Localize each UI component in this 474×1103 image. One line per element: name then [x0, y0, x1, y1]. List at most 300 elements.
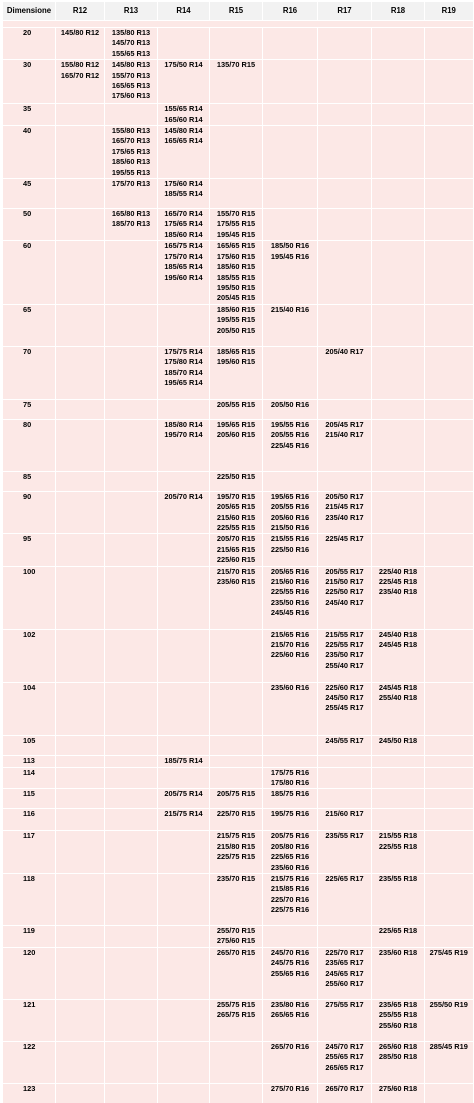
size-cell [372, 534, 425, 566]
size-cell [263, 1083, 318, 1103]
size-cell [56, 831, 105, 874]
size-cell [425, 789, 473, 809]
size-cell [425, 926, 473, 948]
size-cell [158, 682, 210, 735]
table-row [3, 767, 473, 789]
tire-size: 205/50 R16 [264, 400, 316, 410]
tire-size: 205/55 R16 [264, 502, 316, 512]
size-cell [318, 28, 372, 60]
dimension-cell: 70 [3, 346, 56, 399]
size-cell [56, 999, 105, 1041]
size-cell [105, 831, 158, 874]
size-cell [56, 767, 105, 789]
tire-size: 215/60 R16 [264, 577, 316, 587]
tire-size: 185/50 R16 [264, 241, 316, 251]
size-cell [56, 789, 105, 809]
size-cell [263, 209, 318, 241]
table-row [3, 126, 473, 179]
tire-size: 275/60 R15 [211, 936, 261, 946]
tire-size: 215/70 R16 [264, 640, 316, 650]
col-header-r18: R18 [372, 2, 425, 21]
size-cell [318, 491, 372, 534]
tire-size: 245/50 R18 [373, 736, 423, 746]
size-cell [158, 241, 210, 304]
size-cell [56, 1041, 105, 1083]
size-cell [210, 682, 263, 735]
tire-size: 255/40 R18 [373, 693, 423, 703]
tire-size: 165/70 R14 [159, 209, 208, 219]
size-cell [263, 735, 318, 755]
size-cell [263, 241, 318, 304]
tire-size: 245/55 R17 [319, 736, 370, 746]
tire-size: 175/75 R16 [264, 768, 316, 778]
size-cell [372, 809, 425, 831]
tire-size: 175/60 R15 [211, 252, 261, 262]
size-cell [318, 947, 372, 999]
dimension-cell: 90 [3, 491, 56, 534]
size-cell [210, 491, 263, 534]
size-cell [263, 999, 318, 1041]
tire-size: 225/65 R17 [319, 874, 370, 884]
size-cell [372, 60, 425, 104]
col-header-r15: R15 [210, 2, 263, 21]
tire-size: 225/70 R15 [211, 809, 261, 819]
tire-size: 215/40 R16 [264, 305, 316, 315]
dimension-cell: 115 [3, 789, 56, 809]
size-cell [372, 104, 425, 126]
tire-size: 175/65 R13 [106, 147, 156, 157]
dimension-cell: 120 [3, 947, 56, 999]
tire-size: 215/70 R15 [211, 567, 261, 577]
size-cell [425, 755, 473, 767]
size-cell [158, 831, 210, 874]
tire-size: 205/80 R16 [264, 842, 316, 852]
tire-size: 155/70 R15 [211, 209, 261, 219]
size-cell [210, 1041, 263, 1083]
size-cell [372, 491, 425, 534]
size-cell [56, 60, 105, 104]
table-row [3, 947, 473, 999]
size-cell [158, 809, 210, 831]
table-row [3, 629, 473, 682]
size-cell [210, 755, 263, 767]
tire-size: 255/40 R17 [319, 661, 370, 671]
size-cell [158, 491, 210, 534]
table-row [3, 60, 473, 104]
tire-size: 205/40 R17 [319, 347, 370, 357]
size-cell [105, 1083, 158, 1103]
tire-size: 225/50 R15 [211, 472, 261, 482]
size-cell [425, 28, 473, 60]
size-cell [210, 126, 263, 179]
size-cell [105, 104, 158, 126]
size-cell [372, 926, 425, 948]
tire-size: 245/40 R18 [373, 630, 423, 640]
tire-size: 235/65 R17 [319, 958, 370, 968]
size-cell [105, 126, 158, 179]
size-cell [210, 735, 263, 755]
size-cell [158, 999, 210, 1041]
tire-size: 205/70 R15 [211, 534, 261, 544]
size-cell [263, 767, 318, 789]
size-cell [210, 104, 263, 126]
size-cell [158, 926, 210, 948]
size-cell [425, 209, 473, 241]
size-cell [425, 491, 473, 534]
size-cell [318, 1083, 372, 1103]
size-cell [56, 926, 105, 948]
size-cell [425, 682, 473, 735]
size-cell [318, 126, 372, 179]
tire-size: 255/65 R17 [319, 1052, 370, 1062]
tire-size: 265/70 R15 [211, 948, 261, 958]
tire-size: 205/65 R15 [211, 502, 261, 512]
tire-size: 205/50 R17 [319, 492, 370, 502]
tire-size: 275/60 R18 [373, 1084, 423, 1094]
size-cell [425, 304, 473, 346]
size-cell [105, 241, 158, 304]
size-cell [425, 629, 473, 682]
size-cell [372, 28, 425, 60]
tire-size: 195/70 R14 [159, 430, 208, 440]
size-cell [425, 874, 473, 926]
size-cell [318, 789, 372, 809]
tire-size: 195/75 R16 [264, 809, 316, 819]
size-cell [56, 304, 105, 346]
size-cell [105, 809, 158, 831]
size-cell [263, 28, 318, 60]
size-cell [56, 346, 105, 399]
size-cell [158, 1041, 210, 1083]
size-cell [425, 1083, 473, 1103]
tire-size: 225/60 R15 [211, 555, 261, 565]
size-cell [56, 1083, 105, 1103]
size-cell [318, 399, 372, 419]
tire-size: 235/70 R15 [211, 874, 261, 884]
tire-size: 175/65 R14 [159, 219, 208, 229]
size-cell [425, 399, 473, 419]
tire-size: 225/60 R16 [264, 650, 316, 660]
col-header-r16: R16 [263, 2, 318, 21]
size-cell [425, 179, 473, 209]
tire-size: 255/75 R15 [211, 1000, 261, 1010]
dimension-cell: 95 [3, 534, 56, 566]
tire-size: 285/45 R19 [426, 1042, 472, 1052]
tire-size: 235/65 R18 [373, 1000, 423, 1010]
tire-size: 205/50 R15 [211, 326, 261, 336]
size-cell [372, 789, 425, 809]
tire-size: 235/60 R16 [264, 863, 316, 873]
size-cell [158, 735, 210, 755]
tire-size: 255/65 R16 [264, 969, 316, 979]
size-cell [158, 419, 210, 471]
tire-size-table [2, 2, 473, 1103]
tire-size: 185/60 R14 [159, 230, 208, 240]
tire-size: 155/65 R14 [159, 104, 208, 114]
size-cell [318, 179, 372, 209]
size-cell [56, 104, 105, 126]
size-cell [263, 491, 318, 534]
tire-size: 245/45 R18 [373, 640, 423, 650]
table-row [3, 419, 473, 471]
dimension-cell: 60 [3, 241, 56, 304]
tire-size: 175/75 R14 [159, 347, 208, 357]
size-cell [158, 1083, 210, 1103]
tire-size: 155/65 R13 [106, 49, 156, 59]
tire-size: 175/60 R13 [106, 91, 156, 101]
tire-size: 215/75 R16 [264, 874, 316, 884]
size-cell [105, 534, 158, 566]
tire-size: 245/70 R16 [264, 948, 316, 958]
tire-size: 225/55 R17 [319, 640, 370, 650]
table-row [3, 304, 473, 346]
tire-size: 245/70 R17 [319, 1042, 370, 1052]
dimension-cell: 30 [3, 60, 56, 104]
size-cell [425, 419, 473, 471]
tire-size: 235/50 R17 [319, 650, 370, 660]
table-row [3, 491, 473, 534]
size-cell [263, 926, 318, 948]
col-header-dimension: Dimensione [3, 2, 56, 21]
tire-size: 195/65 R15 [211, 420, 261, 430]
size-cell [318, 346, 372, 399]
table-row [3, 682, 473, 735]
size-cell [372, 874, 425, 926]
table-row [3, 179, 473, 209]
table-row [3, 399, 473, 419]
tire-size: 235/40 R18 [373, 587, 423, 597]
size-cell [372, 209, 425, 241]
size-cell [56, 874, 105, 926]
tire-size: 165/65 R13 [106, 81, 156, 91]
size-cell [318, 1041, 372, 1083]
dimension-cell: 35 [3, 104, 56, 126]
tire-size: 265/70 R16 [264, 1042, 316, 1052]
size-cell [425, 831, 473, 874]
tire-size: 195/70 R15 [211, 492, 261, 502]
size-cell [56, 179, 105, 209]
tire-size: 225/55 R18 [373, 842, 423, 852]
tire-size: 195/45 R15 [211, 230, 261, 240]
dimension-cell: 119 [3, 926, 56, 948]
size-cell [158, 60, 210, 104]
tire-size: 145/80 R12 [57, 28, 103, 38]
size-cell [263, 419, 318, 471]
size-cell [263, 809, 318, 831]
size-cell [210, 346, 263, 399]
tire-size: 265/65 R17 [319, 1063, 370, 1073]
size-cell [105, 471, 158, 491]
table-row [3, 926, 473, 948]
size-cell [318, 60, 372, 104]
tire-size: 215/65 R15 [211, 545, 261, 555]
size-cell [210, 179, 263, 209]
size-cell [56, 28, 105, 60]
tire-size: 225/45 R16 [264, 441, 316, 451]
size-cell [425, 241, 473, 304]
size-cell [56, 209, 105, 241]
tire-size: 205/70 R14 [159, 492, 208, 502]
size-cell [263, 755, 318, 767]
tire-size: 215/55 R16 [264, 534, 316, 544]
size-cell [318, 809, 372, 831]
size-cell [318, 304, 372, 346]
size-cell [210, 534, 263, 566]
size-cell [318, 831, 372, 874]
tire-size: 255/70 R15 [211, 926, 261, 936]
tire-size: 205/75 R15 [211, 789, 261, 799]
size-cell [105, 28, 158, 60]
tire-size: 245/45 R16 [264, 608, 316, 618]
size-cell [158, 346, 210, 399]
table-row [3, 209, 473, 241]
size-cell [318, 767, 372, 789]
tire-size: 205/55 R16 [264, 430, 316, 440]
size-cell [263, 1041, 318, 1083]
size-cell [372, 1041, 425, 1083]
size-cell [372, 947, 425, 999]
col-header-r17: R17 [318, 2, 372, 21]
size-cell [158, 534, 210, 566]
size-cell [372, 241, 425, 304]
dimension-cell: 50 [3, 209, 56, 241]
dimension-cell: 104 [3, 682, 56, 735]
size-cell [105, 755, 158, 767]
size-cell [263, 104, 318, 126]
tire-size: 275/55 R17 [319, 1000, 370, 1010]
size-cell [318, 209, 372, 241]
tire-size: 205/55 R15 [211, 400, 261, 410]
size-cell [158, 874, 210, 926]
tire-size: 155/80 R13 [106, 126, 156, 136]
size-cell [210, 789, 263, 809]
tire-size: 215/75 R15 [211, 831, 261, 841]
size-cell [425, 60, 473, 104]
size-cell [158, 399, 210, 419]
size-cell [158, 789, 210, 809]
table-row [3, 1041, 473, 1083]
size-cell [263, 126, 318, 179]
tire-size: 165/75 R14 [159, 241, 208, 251]
size-cell [210, 999, 263, 1041]
size-cell [372, 767, 425, 789]
tire-size: 195/45 R16 [264, 252, 316, 262]
size-cell [263, 831, 318, 874]
tire-size: 265/75 R15 [211, 1010, 261, 1020]
size-cell [263, 874, 318, 926]
size-cell [263, 566, 318, 629]
size-cell [372, 126, 425, 179]
size-cell [210, 399, 263, 419]
size-cell [318, 566, 372, 629]
size-cell [425, 126, 473, 179]
table-row [3, 1083, 473, 1103]
tire-size: 195/55 R16 [264, 420, 316, 430]
tire-size: 185/75 R16 [264, 789, 316, 799]
table-row [3, 831, 473, 874]
table-row [3, 999, 473, 1041]
tire-size: 185/70 R14 [159, 368, 208, 378]
size-cell [105, 767, 158, 789]
size-cell [263, 304, 318, 346]
dimension-cell: 40 [3, 126, 56, 179]
col-header-r19: R19 [425, 2, 473, 21]
dimension-cell: 20 [3, 28, 56, 60]
tire-size: 235/60 R16 [264, 683, 316, 693]
size-cell [210, 809, 263, 831]
tire-size: 225/75 R15 [211, 852, 261, 862]
tire-size: 135/80 R13 [106, 28, 156, 38]
size-cell [56, 419, 105, 471]
size-cell [210, 831, 263, 874]
tire-size: 185/55 R14 [159, 189, 208, 199]
tire-size: 255/60 R17 [319, 979, 370, 989]
size-cell [105, 209, 158, 241]
col-header-r13: R13 [105, 2, 158, 21]
dimension-cell: 105 [3, 735, 56, 755]
tire-size: 215/85 R16 [264, 884, 316, 894]
dimension-cell: 114 [3, 767, 56, 789]
tire-size: 175/50 R14 [159, 60, 208, 70]
tire-size: 225/45 R17 [319, 534, 370, 544]
size-cell [318, 419, 372, 471]
tire-size: 225/45 R18 [373, 577, 423, 587]
tire-size: 165/70 R13 [106, 136, 156, 146]
size-cell [56, 735, 105, 755]
tire-size: 215/80 R15 [211, 842, 261, 852]
size-cell [263, 534, 318, 566]
size-cell [263, 60, 318, 104]
size-cell [210, 566, 263, 629]
dimension-cell: 102 [3, 629, 56, 682]
size-cell [210, 767, 263, 789]
size-cell [210, 471, 263, 491]
size-cell [210, 419, 263, 471]
size-cell [263, 789, 318, 809]
dimension-cell: 80 [3, 419, 56, 471]
size-cell [372, 471, 425, 491]
size-cell [263, 629, 318, 682]
tire-size: 185/65 R14 [159, 262, 208, 272]
table-row [3, 874, 473, 926]
size-cell [318, 241, 372, 304]
tire-size: 175/70 R13 [106, 179, 156, 189]
tire-size: 175/55 R15 [211, 219, 261, 229]
tire-size: 255/45 R17 [319, 703, 370, 713]
tire-size: 225/50 R16 [264, 545, 316, 555]
size-cell [105, 947, 158, 999]
dimension-cell: 117 [3, 831, 56, 874]
tire-size: 165/65 R14 [159, 136, 208, 146]
tire-size: 265/70 R17 [319, 1084, 370, 1094]
tire-size: 205/65 R16 [264, 567, 316, 577]
size-cell [372, 566, 425, 629]
size-cell [263, 179, 318, 209]
size-cell [425, 735, 473, 755]
tire-size: 185/75 R14 [159, 756, 208, 766]
size-cell [318, 735, 372, 755]
size-cell [105, 1041, 158, 1083]
tire-size: 265/60 R18 [373, 1042, 423, 1052]
size-cell [56, 629, 105, 682]
tire-size: 245/40 R17 [319, 598, 370, 608]
size-cell [56, 947, 105, 999]
tire-size: 285/50 R18 [373, 1052, 423, 1062]
size-cell [318, 104, 372, 126]
size-cell [105, 399, 158, 419]
table-row [3, 471, 473, 491]
tire-size: 155/80 R12 [57, 60, 103, 70]
